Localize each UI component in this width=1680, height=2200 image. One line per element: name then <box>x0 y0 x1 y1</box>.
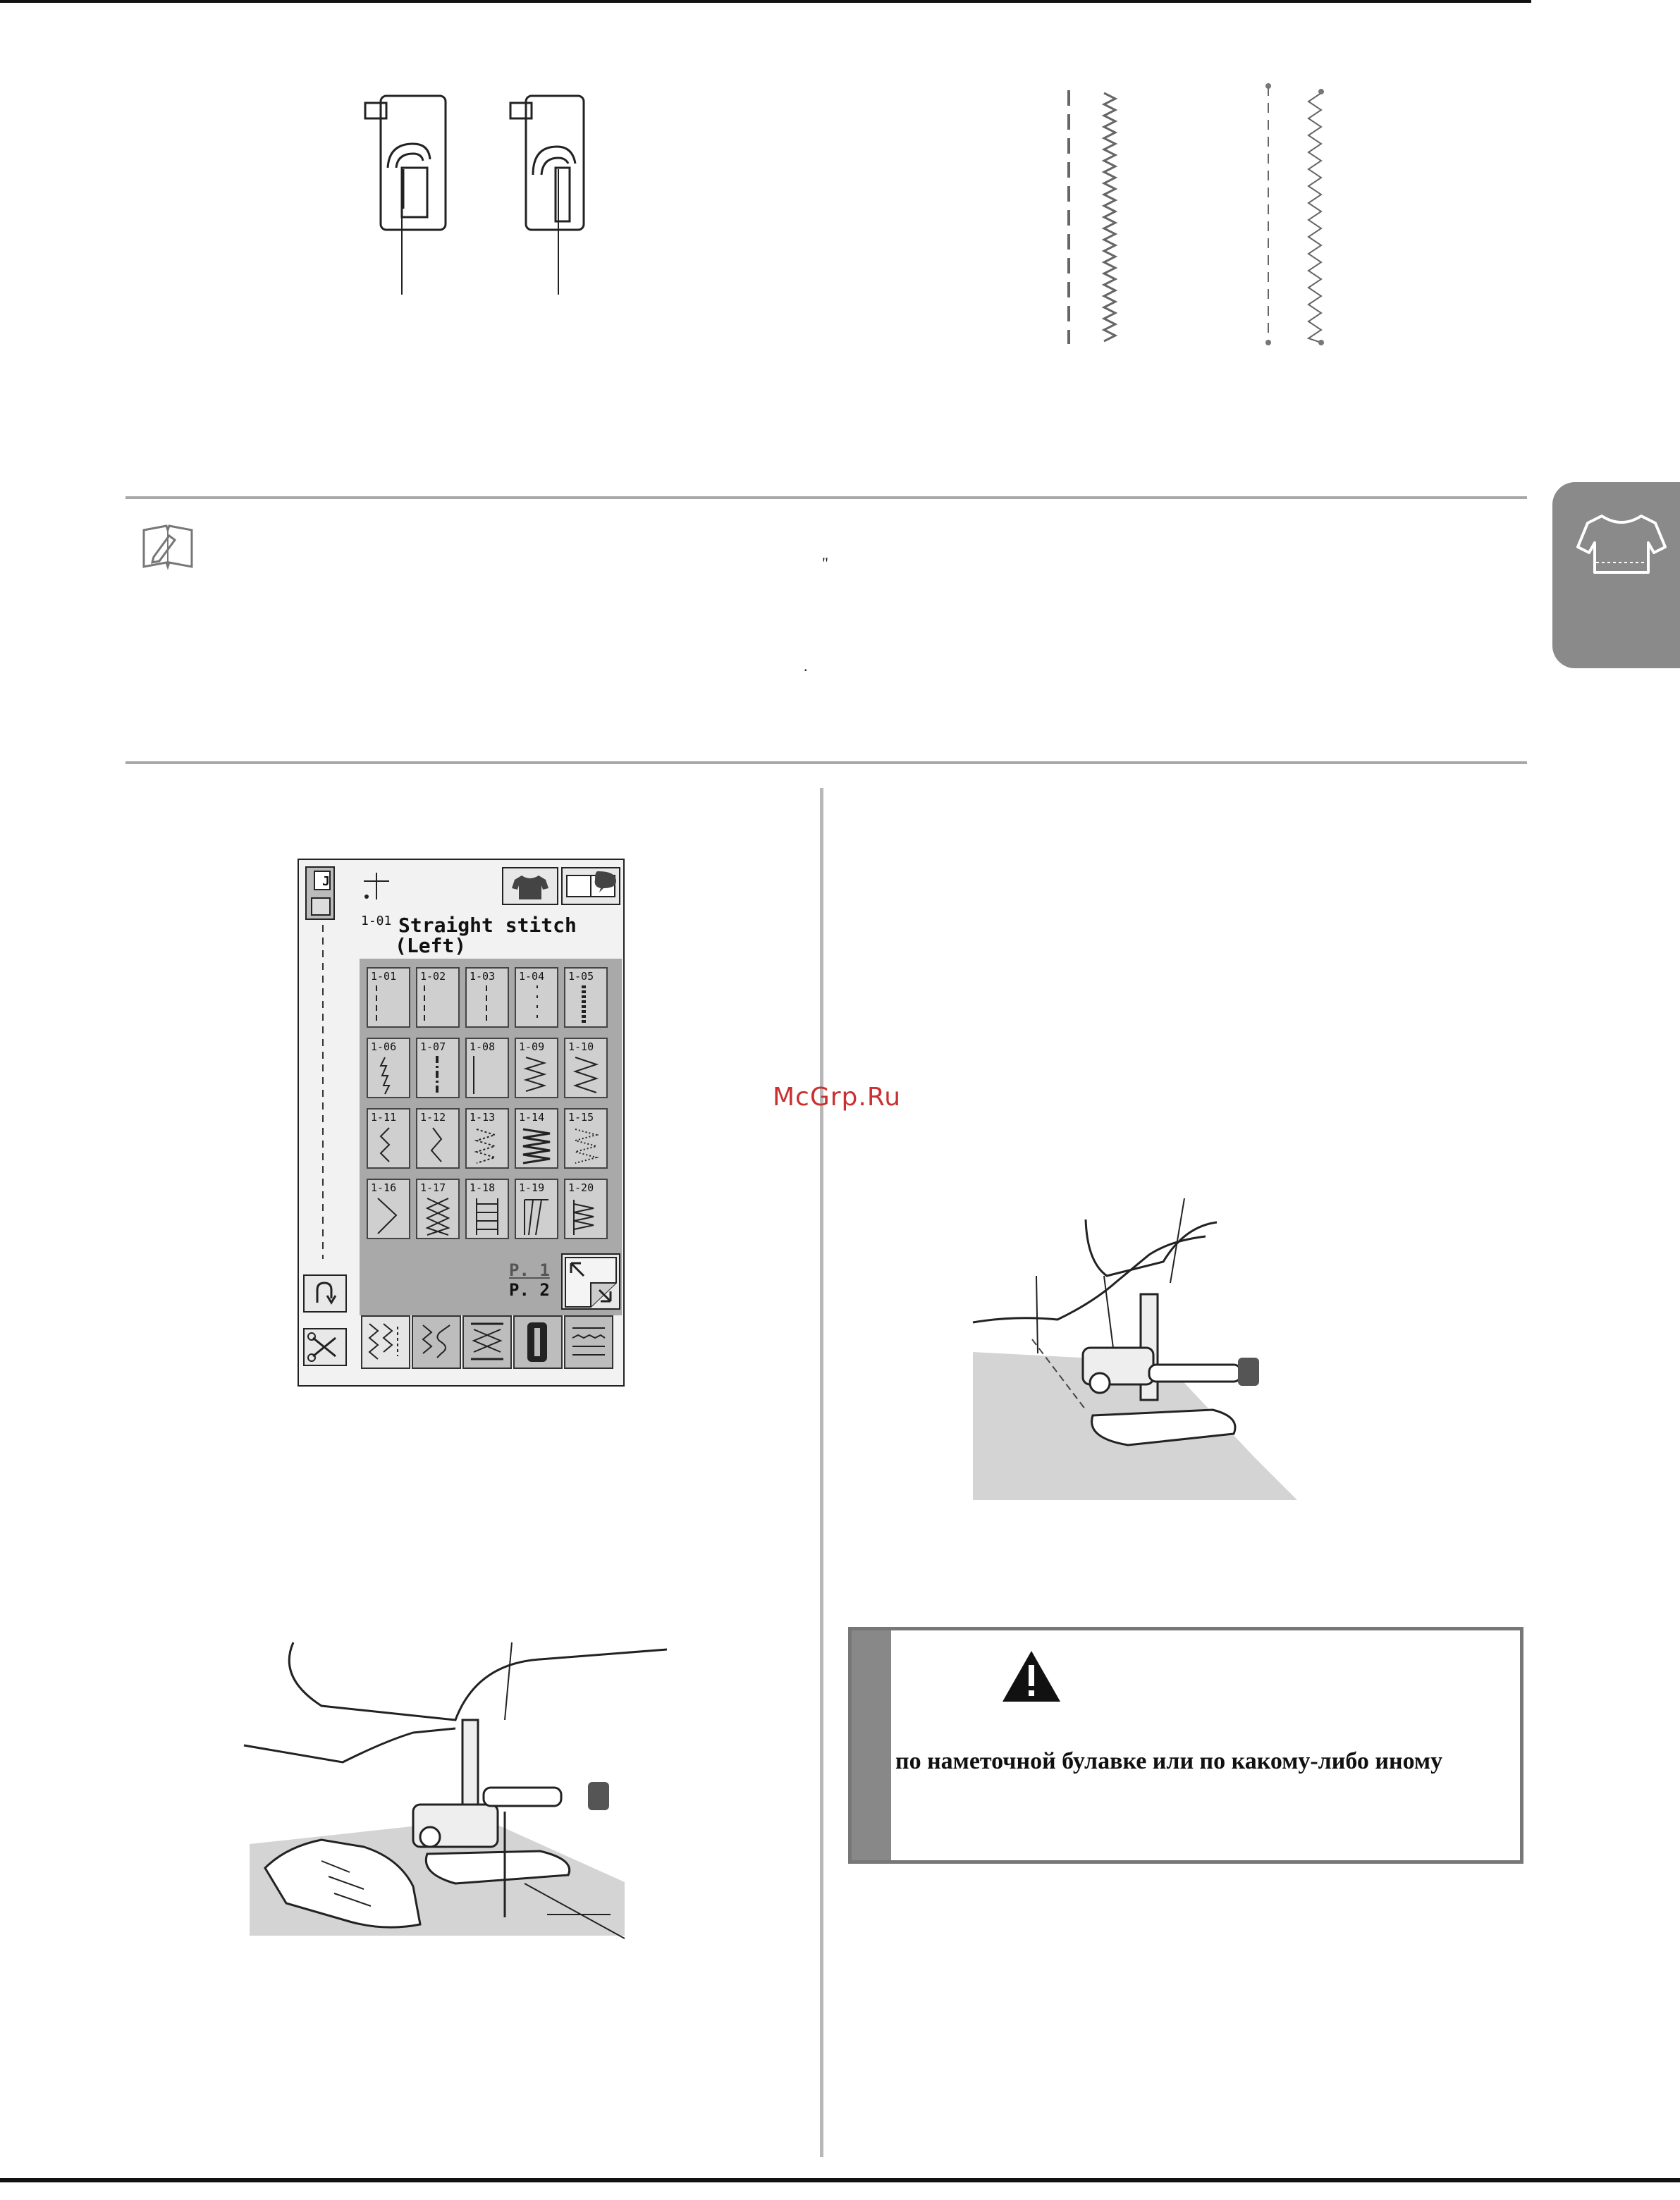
stitch-pattern-icon <box>565 969 608 1028</box>
stitch-cell[interactable] <box>564 1038 608 1098</box>
cell-label: 1-08 <box>470 1040 496 1053</box>
cell-label: 1-20 <box>568 1181 594 1194</box>
page-total: P. 2 <box>509 1280 550 1300</box>
guide-foot-illustration <box>973 1198 1325 1501</box>
stitch-pattern-icon <box>368 1180 410 1239</box>
cell-label: 1-07 <box>420 1040 446 1053</box>
chapter-tab <box>1552 482 1680 668</box>
bottom-rule <box>0 2178 1680 2182</box>
stitch-name: Straight stitch <box>398 914 577 937</box>
cell-label: 1-01 <box>371 970 397 983</box>
page-indicator <box>509 1260 558 1303</box>
stitch-cell[interactable] <box>515 1179 558 1239</box>
stitch-pattern-icon <box>467 1180 509 1239</box>
stitch-pattern-icon <box>417 1039 460 1098</box>
stitch-pattern-icon <box>368 1039 410 1098</box>
warning-strip <box>852 1630 891 1860</box>
memo-rule-bottom <box>125 761 1527 764</box>
stitch-number: 1-01 <box>361 914 392 928</box>
shirt-button[interactable] <box>502 867 558 905</box>
stitch-cell[interactable] <box>465 1179 509 1239</box>
stitch-cell[interactable] <box>465 1108 509 1169</box>
stitch-cell[interactable] <box>515 1038 558 1098</box>
stitch-cell[interactable] <box>465 967 509 1028</box>
utility-stitch-icon <box>362 1317 409 1368</box>
stitch-pattern-icon <box>565 1110 608 1169</box>
memo-pencil-icon <box>141 522 195 570</box>
stitch-pattern-icon <box>467 969 509 1028</box>
stitch-cell[interactable] <box>564 1108 608 1169</box>
stitch-cell[interactable] <box>515 1108 558 1169</box>
memo-rule-top <box>125 496 1527 499</box>
cell-label: 1-06 <box>371 1040 397 1053</box>
reverse-stitch-icon <box>305 1276 345 1311</box>
shirt-button-icon <box>503 868 557 904</box>
cell-label: 1-19 <box>519 1181 545 1194</box>
stitch-cell[interactable] <box>416 1038 460 1098</box>
shirt-icon <box>1552 482 1680 668</box>
cell-label: 1-12 <box>420 1111 446 1124</box>
cell-label: 1-03 <box>470 970 496 983</box>
cell-label: 1-04 <box>519 970 545 983</box>
stitch-pattern-icon <box>565 1039 608 1098</box>
page-turn-button[interactable] <box>561 1253 620 1310</box>
stitch-cell[interactable] <box>367 1038 410 1098</box>
cell-label: 1-17 <box>420 1181 446 1194</box>
memo-mark: " <box>822 554 828 572</box>
cell-label: 1-14 <box>519 1111 545 1124</box>
stitch-name-sub: (Left) <box>395 934 467 957</box>
stitch-cell[interactable] <box>515 967 558 1028</box>
stitch-pattern-icon <box>516 1039 558 1098</box>
cell-label: 1-18 <box>470 1181 496 1194</box>
tab-decorative-stitches[interactable] <box>412 1315 461 1369</box>
cell-label: 1-05 <box>568 970 594 983</box>
stitch-pattern-icon <box>417 1110 460 1169</box>
tab-utility-stitches[interactable] <box>361 1315 410 1369</box>
sewing-hand-illustration <box>244 1635 639 1938</box>
cell-label: 1-02 <box>420 970 446 983</box>
stitch-pattern-icon <box>417 1180 460 1239</box>
manual-button[interactable] <box>561 867 620 905</box>
watermark: McGrp.Ru <box>773 1083 902 1112</box>
cross-stitch-icon <box>464 1317 510 1368</box>
stitch-cell[interactable] <box>564 967 608 1028</box>
warning-text: по наметочной булавке или по какому-либо иному <box>895 1748 1443 1774</box>
stitch-cell[interactable] <box>367 967 410 1028</box>
page-current: P. 1 <box>509 1260 550 1280</box>
warning-triangle-icon <box>1001 1649 1062 1703</box>
stitch-pattern-icon <box>467 1110 509 1169</box>
cell-label: 1-11 <box>371 1111 397 1124</box>
stitch-cell[interactable] <box>416 967 460 1028</box>
tab-character-stitches[interactable] <box>564 1315 613 1369</box>
stitch-pattern-icon <box>516 1110 558 1169</box>
top-rule <box>0 0 1531 3</box>
stitch-pattern-icon <box>565 1180 608 1239</box>
stitch-cell[interactable] <box>564 1179 608 1239</box>
stitch-cell[interactable] <box>416 1108 460 1169</box>
stitch-cell[interactable] <box>367 1108 410 1169</box>
character-stitch-icon <box>565 1317 612 1368</box>
stitch-pattern-icon <box>368 1110 410 1169</box>
tab-buttonhole[interactable] <box>513 1315 563 1369</box>
reverse-stitch-button[interactable] <box>303 1274 347 1313</box>
stitch-pattern-icon <box>467 1039 509 1098</box>
cell-label: 1-13 <box>470 1111 496 1124</box>
decorative-stitch-icon <box>413 1317 460 1368</box>
page-arrows-icon <box>563 1255 619 1308</box>
thread-cut-button[interactable] <box>303 1328 347 1366</box>
stitch-cell[interactable] <box>465 1038 509 1098</box>
stitch-title <box>361 914 620 957</box>
stitch-samples <box>1055 83 1379 351</box>
cell-label: 1-16 <box>371 1181 397 1194</box>
cell-label: 1-09 <box>519 1040 545 1053</box>
scissors-icon <box>305 1329 345 1365</box>
stitch-cell[interactable] <box>367 1179 410 1239</box>
stitch-cell[interactable] <box>416 1179 460 1239</box>
memo-dot: . <box>804 657 808 675</box>
cell-label: 1-10 <box>568 1040 594 1053</box>
stitch-pattern-icon <box>417 969 460 1028</box>
stitch-pattern-icon <box>516 969 558 1028</box>
book-icon <box>563 868 619 904</box>
presser-foot-illustration <box>352 90 592 302</box>
column-divider <box>820 788 823 2157</box>
warning-box <box>848 1627 1523 1864</box>
needle-position-icon <box>361 871 392 902</box>
stitch-pattern-icon <box>368 969 410 1028</box>
cell-label: 1-15 <box>568 1111 594 1124</box>
buttonhole-icon <box>515 1317 561 1368</box>
stitch-pattern-icon <box>516 1180 558 1239</box>
tab-cross-stitches[interactable] <box>462 1315 512 1369</box>
foot-letter: J <box>322 874 330 889</box>
